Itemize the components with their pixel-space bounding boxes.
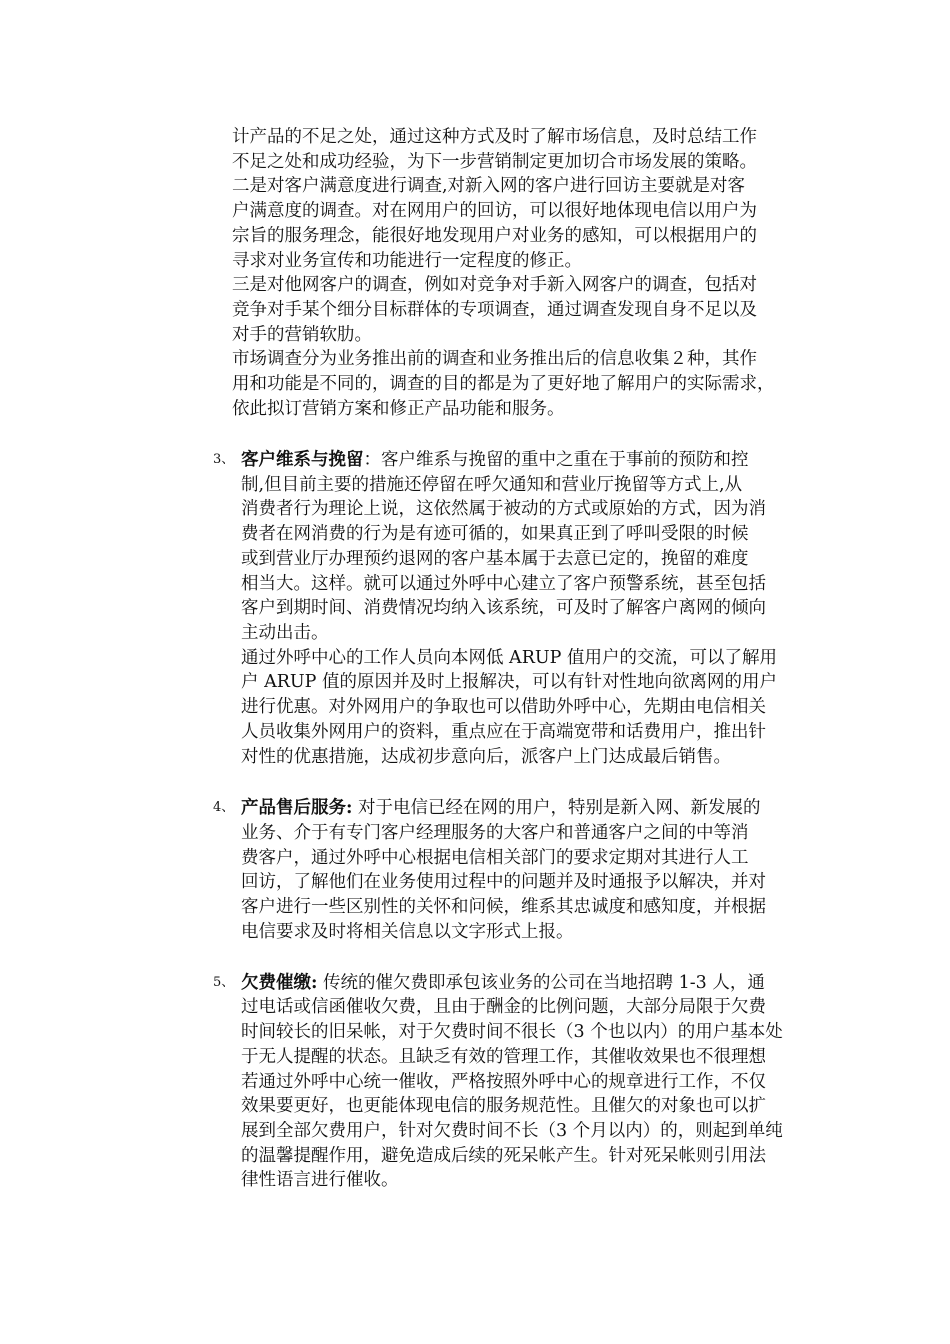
section-number: 5、 bbox=[213, 975, 235, 990]
paragraph-line: 不足之处和成功经验，为下一步营销制定更加切合市场发展的策略。 bbox=[232, 152, 757, 172]
paragraph-line: 回访，了解他们在业务使用过程中的问题并及时通报予以解决，并对 bbox=[241, 872, 766, 892]
paragraph-line: 过电话或信函催收欠费，且由于酬金的比例问题，大部分局限于欠费 bbox=[241, 997, 766, 1017]
paragraph-line: 主动出击。 bbox=[241, 623, 329, 643]
section-first-line-text: 传统的催欠费即承包该业务的公司在当地招聘 1-3 人，通 bbox=[317, 973, 765, 993]
paragraph-line: 制,但目前主要的措施还停留在呼欠通知和营业厅挽留等方式上,从 bbox=[241, 475, 743, 495]
paragraph-line: 竞争对手某个细分目标群体的专项调查，通过调查发现自身不足以及 bbox=[232, 300, 757, 320]
paragraph-line: 对手的营销软肋。 bbox=[232, 325, 372, 345]
paragraph-line: 二是对客户满意度进行调查,对新入网的客户进行回访主要就是对客 bbox=[232, 176, 746, 196]
section-first-line bbox=[241, 448, 749, 472]
paragraph-line: 寻求对业务宣传和功能进行一定程度的修正。 bbox=[232, 251, 582, 271]
paragraph-line: 的温馨提醒作用，避免造成后续的死呆帐产生。针对死呆帐则引用法 bbox=[241, 1146, 766, 1166]
paragraph-line: 用和功能是不同的，调查的目的都是为了更好地了解用户的实际需求， bbox=[232, 374, 775, 394]
paragraph-line: 费客户，通过外呼中心根据电信相关部门的要求定期对其进行人工 bbox=[241, 848, 749, 868]
section-heading: 产品售后服务: bbox=[241, 798, 353, 818]
paragraph-line: 客户进行一些区别性的关怀和问候，维系其忠诚度和感知度，并根据 bbox=[241, 897, 766, 917]
paragraph-line: 时间较长的旧呆帐，对于欠费时间不很长（3 个也以内）的用户基本处 bbox=[241, 1022, 783, 1042]
paragraph-line: 相当大。这样。就可以通过外呼中心建立了客户预警系统，甚至包括 bbox=[241, 574, 766, 594]
paragraph-line: 进行优惠。对外网用户的争取也可以借助外呼中心，先期由电信相关 bbox=[241, 697, 766, 717]
paragraph-line: 三是对他网客户的调查，例如对竞争对手新入网客户的调查，包括对 bbox=[232, 275, 757, 295]
section-number: 3、 bbox=[213, 452, 235, 467]
paragraph-line: 业务、介于有专门客户经理服务的大客户和普通客户之间的中等消 bbox=[241, 823, 749, 843]
paragraph-line: 效果要更好，也更能体现电信的服务规范性。且催欠的对象也可以扩 bbox=[241, 1096, 766, 1116]
paragraph-line: 对性的优惠措施，达成初步意向后，派客户上门达成最后销售。 bbox=[241, 747, 731, 767]
paragraph-line: 展到全部欠费用户，针对欠费时间不长（3 个月以内）的，则起到单纯 bbox=[241, 1121, 783, 1141]
paragraph-line: 若通过外呼中心统一催收，严格按照外呼中心的规章进行工作，不仅 bbox=[241, 1072, 766, 1092]
section-first-line bbox=[241, 796, 761, 820]
section-heading: 客户维系与挽留 bbox=[241, 450, 364, 470]
paragraph-line: 市场调查分为业务推出前的调查和业务推出后的信息收集２种，其作 bbox=[232, 349, 757, 369]
section-first-line-text: 对于电信已经在网的用户，特别是新入网、新发展的 bbox=[352, 798, 761, 818]
paragraph-line: 消费者行为理论上说，这依然属于被动的方式或原始的方式，因为消 bbox=[241, 499, 766, 519]
paragraph-line: 计产品的不足之处，通过这种方式及时了解市场信息，及时总结工作 bbox=[232, 127, 757, 147]
paragraph-line: 宗旨的服务理念，能很好地发现用户对业务的感知，可以根据用户的 bbox=[232, 226, 757, 246]
paragraph-line: 人员收集外网用户的资料，重点应在于高端宽带和话费用户，推出针 bbox=[241, 722, 766, 742]
paragraph-line: 户满意度的调查。对在网用户的回访，可以很好地体现电信以用户为 bbox=[232, 201, 757, 221]
paragraph-line: 电信要求及时将相关信息以文字形式上报。 bbox=[241, 922, 574, 942]
section-heading: 欠费催缴: bbox=[241, 973, 318, 993]
paragraph-line: 费者在网消费的行为是有迹可循的，如果真正到了呼叫受限的时候 bbox=[241, 524, 749, 544]
paragraph-line: 户 ARUP 值的原因并及时上报解决，可以有针对性地向欲离网的用户 bbox=[241, 672, 777, 692]
section-first-line bbox=[241, 971, 765, 995]
paragraph-line: 客户到期时间、消费情况均纳入该系统，可及时了解客户离网的倾向 bbox=[241, 598, 766, 618]
section-number: 4、 bbox=[213, 800, 235, 815]
section-first-line-text: ：客户维系与挽留的重中之重在于事前的预防和控 bbox=[363, 450, 749, 470]
paragraph-line: 律性语言进行催收。 bbox=[241, 1170, 399, 1190]
paragraph-line: 于无人提醒的状态。且缺乏有效的管理工作，其催收效果也不很理想 bbox=[241, 1047, 766, 1067]
paragraph-line: 或到营业厅办理预约退网的客户基本属于去意已定的，挽留的难度 bbox=[241, 549, 749, 569]
paragraph-line: 依此拟订营销方案和修正产品功能和服务。 bbox=[232, 399, 565, 419]
paragraph-line: 通过外呼中心的工作人员向本网低 ARUP 值用户的交流，可以了解用 bbox=[241, 648, 777, 668]
